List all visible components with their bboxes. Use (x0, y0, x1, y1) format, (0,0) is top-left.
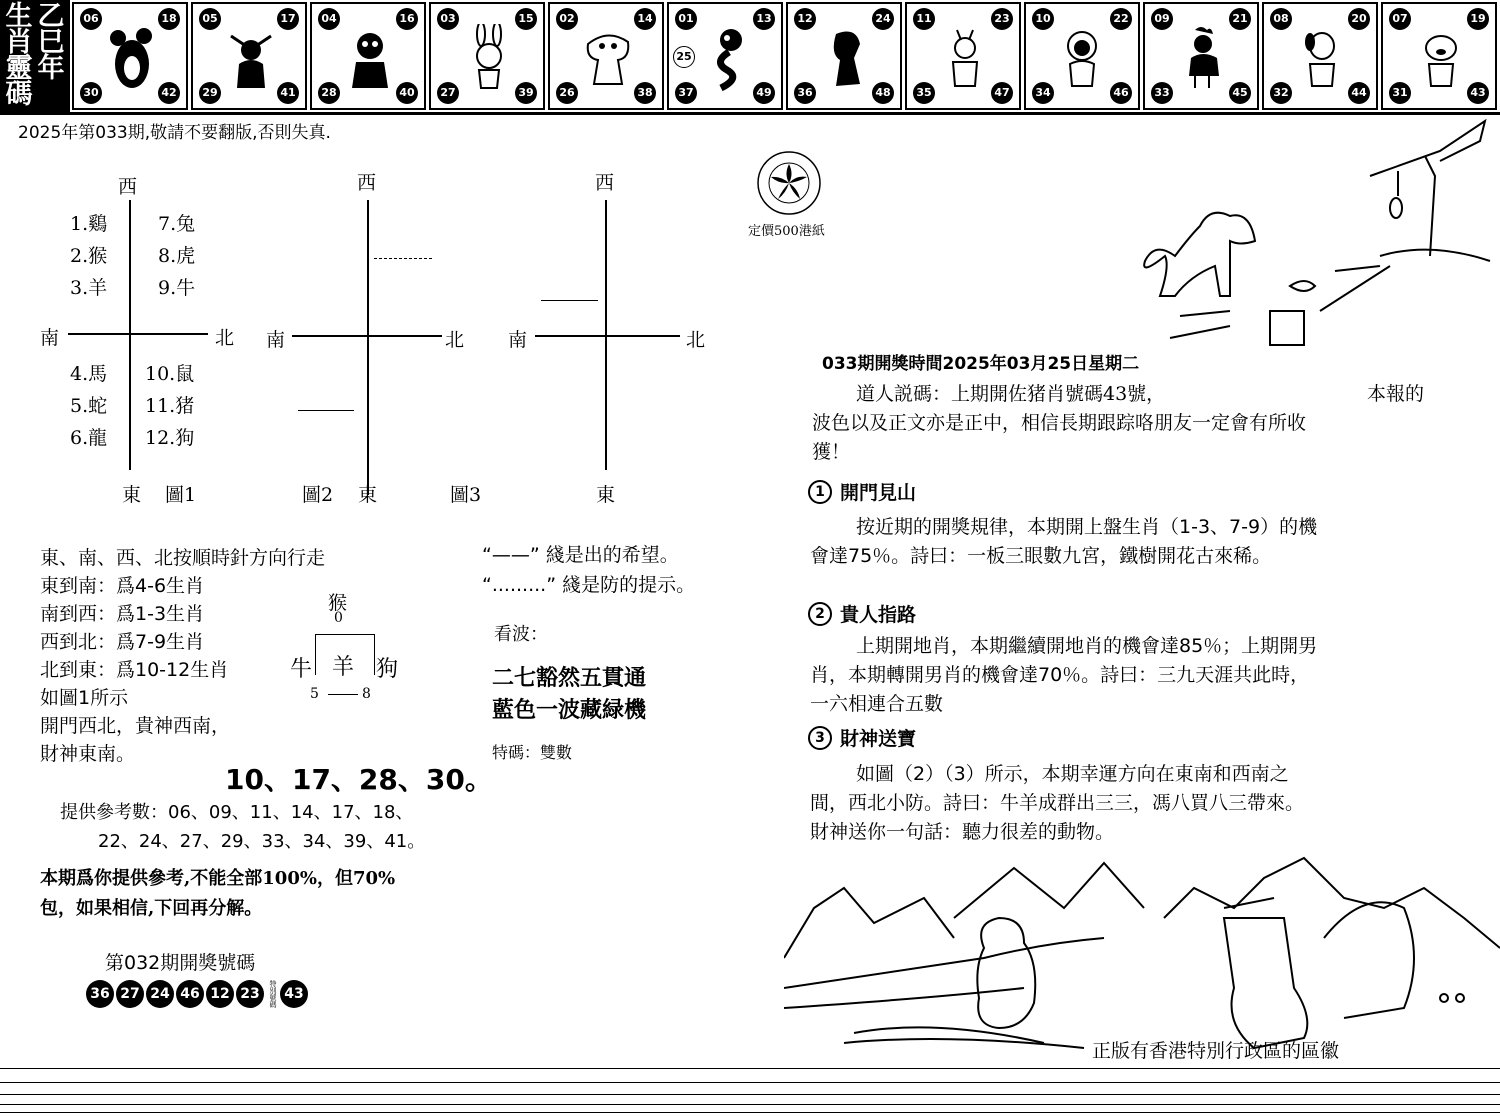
line-legend (482, 540, 695, 600)
big-numbers: 10、17、28、30。 (225, 763, 493, 796)
zodiac-number: 42 (158, 82, 180, 104)
zodiac-number: 18 (158, 8, 180, 30)
section-3-line-2: 間，西北小防。詩曰：牛羊成群出三三，馮八買八三帶來。 (810, 792, 1305, 814)
section-1-title: 開門見山 (840, 482, 917, 504)
landscape-illustration (784, 848, 1500, 1068)
section-2-title: 貴人指路 (840, 604, 917, 626)
section-2-line-1: 上期開地肖，本期繼續開地肖的機會達85％；上期開男 (856, 635, 1318, 657)
goat-icon (935, 24, 995, 92)
figure-3 (445, 160, 725, 510)
draw-time: 033期開獎時間2025年03月25日星期二 (822, 354, 1140, 374)
draw-number: 27 (116, 980, 144, 1008)
hk-emblem-icon (756, 150, 822, 216)
intro-line-1: 道人説碼：上期開佐猪肖號碼43號， (856, 383, 1166, 405)
fig3-south-label: 南 (508, 329, 528, 351)
mini-left: 牛 (290, 657, 313, 682)
rooster-icon (1173, 24, 1233, 92)
draw-number: 12 (206, 980, 234, 1008)
monkey-icon (1054, 24, 1114, 92)
fig3-west-label: 西 (595, 172, 615, 194)
list-item: 9.牛 (158, 277, 196, 299)
zodiac-number: 43 (1467, 82, 1489, 104)
section-3-title: 財神送寶 (840, 728, 917, 750)
rule-line: 南到西：爲1-3生肖 (40, 603, 205, 625)
wave-poem (492, 663, 646, 727)
list-item: 6.龍 (70, 427, 108, 449)
zodiac-number: 06 (80, 8, 102, 30)
zodiac-number: 22 (1110, 8, 1132, 30)
rule-line: 東、南、西、北按順時針方向行走 (40, 547, 326, 569)
figure-1 (30, 160, 260, 510)
zodiac-number: 45 (1229, 82, 1251, 104)
reference-numbers (60, 798, 425, 856)
zodiac-number: 34 (1032, 82, 1054, 104)
fig3-solid-line (541, 300, 598, 301)
rabbit-icon (459, 24, 519, 92)
title-block (0, 0, 70, 112)
fig3-east-label: 東 (596, 484, 616, 506)
section-1-heading (808, 478, 916, 505)
intro-tail: 本報的 (1366, 383, 1424, 405)
wave-line-2: 藍色一波藏緑機 (492, 698, 647, 723)
emblem-caption: 正版有香港特別行政區的區徽 (1092, 1040, 1340, 1062)
section-2-number-icon: 2 (808, 602, 832, 626)
list-item: 5.蛇 (70, 395, 108, 417)
zodiac-number: 40 (396, 82, 418, 104)
issue-line: 2025年第033期,敬請不要翻版,否則失真. (18, 123, 331, 143)
zodiac-number: 25 (673, 46, 695, 68)
zodiac-cell (786, 2, 902, 110)
draw-number: 36 (86, 980, 114, 1008)
zodiac-number: 39 (515, 82, 537, 104)
rule-line: 開門西北，貴神西南， (40, 715, 231, 737)
section-1-body (810, 513, 1430, 571)
zodiac-number: 28 (318, 82, 340, 104)
snake-icon (697, 24, 757, 92)
list-item: 7.兔 (158, 213, 196, 235)
zodiac-number: 16 (396, 8, 418, 30)
mini-bl: 5 (310, 686, 319, 702)
fig1-east-label: 東 (122, 484, 142, 506)
fig1-south-label: 南 (40, 327, 60, 349)
zodiac-number: 20 (1348, 8, 1370, 30)
title-col-1: 生肖靈碼 (5, 1, 33, 110)
dog-illustration (1130, 116, 1500, 356)
zodiac-number: 15 (515, 8, 537, 30)
fig1-list-tr (158, 208, 195, 304)
zodiac-number: 19 (1467, 8, 1489, 30)
mini-top: 猴 (328, 592, 348, 614)
disclaimer-line-2: 包，如果相信,下回再分解。 (40, 898, 263, 919)
zodiac-number: 33 (1151, 82, 1173, 104)
draw-number-special: 43 (280, 980, 308, 1008)
section-1-line-1: 按近期的開獎規律，本期開上盤生肖（1-3、7-9）的機 (856, 516, 1318, 538)
zodiac-number: 08 (1270, 8, 1292, 30)
disclaimer-line-1: 本期爲你提供參考,不能全部100%，但70% (40, 868, 396, 889)
wave-line-1: 二七豁然五貫通 (492, 666, 647, 691)
fig1-list-tl (70, 208, 107, 304)
fig2-north-label: 北 (445, 329, 465, 351)
intro-line-3: 獲！ (812, 441, 851, 463)
zodiac-cell (905, 2, 1021, 110)
fig2-dashed-line (374, 258, 432, 259)
zodiac-cell (191, 2, 307, 110)
special-code: 特碼：雙數 (492, 743, 573, 762)
draw-number: 46 (176, 980, 204, 1008)
zodiac-cell (1381, 2, 1497, 110)
fig1-caption: 圖1 (165, 484, 197, 506)
section-3-line-3: 財神送你一句話：聽力很差的動物。 (810, 821, 1115, 843)
mini-center: 羊 (332, 655, 355, 680)
section-3-line-1: 如圖（2）（3）所示，本期幸運方向在東南和西南之 (856, 763, 1289, 785)
zodiac-number: 41 (277, 82, 299, 104)
list-item: 8.虎 (158, 245, 196, 267)
fig2-west-label: 西 (357, 172, 377, 194)
rule-line: 北到東：爲10-12生肖 (40, 659, 229, 681)
rule-line: 東到南：爲4-6生肖 (40, 575, 205, 597)
ox-icon (221, 24, 281, 92)
intro-paragraph (812, 380, 1432, 467)
zodiac-number: 30 (80, 82, 102, 104)
list-item: 3.羊 (70, 277, 108, 299)
zodiac-number: 17 (277, 8, 299, 30)
zodiac-number: 49 (753, 82, 775, 104)
reference-line-2: 22、24、27、29、33、34、39、41。 (98, 831, 426, 852)
list-item: 10.鼠 (145, 363, 195, 385)
price-label: 定價500港紙 (748, 224, 825, 239)
zodiac-cell (1143, 2, 1259, 110)
list-item: 4.馬 (70, 363, 108, 385)
zodiac-number: 38 (634, 82, 656, 104)
zodiac-number: 26 (556, 82, 578, 104)
zodiac-number: 24 (872, 8, 894, 30)
zodiac-cell (429, 2, 545, 110)
section-3-body (810, 760, 1430, 847)
reference-line-1: 提供參考數：06、09、11、14、17、18、 (60, 802, 414, 823)
list-item: 1.鷄 (70, 213, 108, 235)
zodiac-number: 29 (199, 82, 221, 104)
last-draw-numbers (86, 980, 310, 1008)
section-2-heading (808, 600, 916, 627)
title-col-2: 乙巳年 (37, 1, 65, 84)
legend-solid: “——” 綫是出的希望。 (482, 544, 679, 566)
zodiac-cell (1262, 2, 1378, 110)
zodiac-number: 37 (675, 82, 697, 104)
zodiac-number: 48 (872, 82, 894, 104)
legend-dotted: “.........” 綫是防的提示。 (482, 574, 696, 596)
section-1-number-icon: 1 (808, 480, 832, 504)
list-item: 2.猴 (70, 245, 108, 267)
zodiac-number: 23 (991, 8, 1013, 30)
rule-line: 西到北：爲7-9生肖 (40, 631, 205, 653)
fig1-list-bl (70, 358, 107, 454)
mini-top-num: 0 (334, 610, 343, 626)
zodiac-cell (1024, 2, 1140, 110)
fig1-west-label: 西 (118, 176, 138, 198)
zodiac-number: 21 (1229, 8, 1251, 30)
dragon-icon (578, 24, 638, 92)
special-number-label: 特別號碼 (269, 980, 277, 1008)
zodiac-number: 05 (199, 8, 221, 30)
zodiac-number: 32 (1270, 82, 1292, 104)
zodiac-number: 02 (556, 8, 578, 30)
last-draw-title: 第032期開獎號碼 (105, 952, 256, 974)
fig2-east-label: 東 (358, 484, 378, 506)
horse-icon (816, 24, 876, 92)
draw-number: 24 (146, 980, 174, 1008)
zodiac-cell (72, 2, 188, 110)
zodiac-number: 27 (437, 82, 459, 104)
mini-right: 狗 (376, 657, 399, 682)
fig1-north-label: 北 (215, 327, 235, 349)
draw-number: 23 (236, 980, 264, 1008)
fig1-list-br (145, 358, 194, 454)
zodiac-number: 46 (1110, 82, 1132, 104)
wave-label: 看波： (494, 624, 548, 645)
zodiac-number: 04 (318, 8, 340, 30)
zodiac-number: 44 (1348, 82, 1370, 104)
zodiac-number: 31 (1389, 82, 1411, 104)
list-item: 12.狗 (145, 427, 195, 449)
zodiac-number: 03 (437, 8, 459, 30)
fig3-caption: 圖3 (450, 484, 482, 506)
list-item: 11.猪 (145, 395, 195, 417)
zodiac-number: 47 (991, 82, 1013, 104)
zodiac-number: 12 (794, 8, 816, 30)
zodiac-number: 11 (913, 8, 935, 30)
zodiac-header (0, 0, 1500, 115)
zodiac-number: 13 (753, 8, 775, 30)
direction-rules (40, 544, 325, 768)
section-2-body (810, 632, 1430, 719)
section-2-line-2: 肖，本期轉開男肖的機會達70％。詩曰：三九天涯共此時， (810, 664, 1310, 686)
fig2-south-label: 南 (266, 329, 286, 351)
section-1-line-2: 會達75％。詩曰：一板三眼數九宮，鐵樹開花古來稀。 (810, 545, 1272, 567)
zodiac-number: 36 (794, 82, 816, 104)
tiger-icon (340, 24, 400, 92)
mini-br: 8 (362, 686, 371, 702)
rat-icon (102, 24, 162, 92)
fig3-north-label: 北 (686, 329, 706, 351)
zodiac-cell (548, 2, 664, 110)
section-3-heading (808, 724, 916, 751)
zodiac-number: 07 (1389, 8, 1411, 30)
intro-line-2: 波色以及正文亦是正中，相信長期跟踪咯朋友一定會有所收 (812, 412, 1307, 434)
fig2-caption: 圖2 (302, 484, 334, 506)
zodiac-number: 01 (675, 8, 697, 30)
zodiac-number: 14 (634, 8, 656, 30)
zodiac-number: 10 (1032, 8, 1054, 30)
rule-line: 如圖1所示 (40, 687, 129, 709)
zodiac-cell (667, 2, 783, 110)
zodiac-cell (310, 2, 426, 110)
mini-diagram (288, 588, 408, 708)
rule-line: 財神東南。 (40, 743, 136, 765)
section-2-line-3: 一六相連合五數 (810, 693, 944, 715)
section-3-number-icon: 3 (808, 726, 832, 750)
pig-icon (1411, 24, 1471, 92)
fig2-solid-line (298, 410, 354, 411)
disclaimer (40, 864, 395, 924)
zodiac-number: 09 (1151, 8, 1173, 30)
dog-icon (1292, 24, 1352, 92)
zodiac-number: 35 (913, 82, 935, 104)
